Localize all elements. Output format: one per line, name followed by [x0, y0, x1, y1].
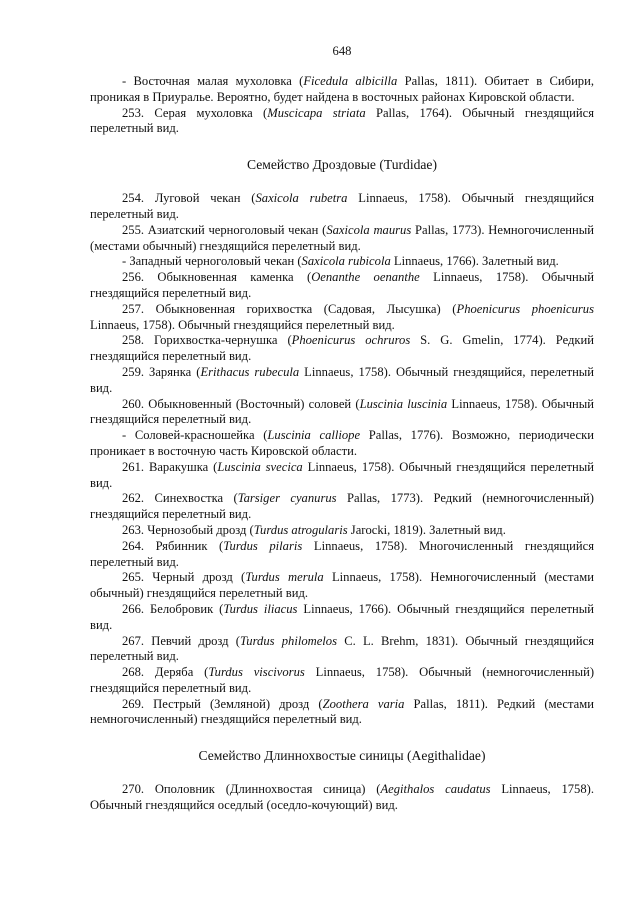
entry-text: 259. Зарянка ( — [122, 364, 201, 379]
entry-text: 265. Черный дрозд ( — [122, 570, 246, 585]
species-entry — [90, 460, 594, 492]
entry-text: 267. Певчий дрозд ( — [122, 633, 240, 648]
latin-name: Turdus viscivorus — [208, 665, 305, 680]
latin-name: Luscinia luscinia — [359, 396, 448, 411]
species-entry — [90, 333, 594, 365]
entry-text: S. G. Gmelin, 1774). Редкий гнездящийся перелетный вид. — [90, 333, 594, 364]
entry-text: 269. Пестрый (Земляной) дрозд ( — [122, 696, 323, 711]
species-entry — [90, 365, 594, 397]
entry-text: 257. Обыкновенная горихвостка (Садовая, Лысушка) ( — [122, 301, 457, 316]
entry-text: Linnaeus, 1758). Обычный гнездящийся перелетный вид. — [90, 396, 594, 427]
family-heading: Семейство Длиннохвостые синицы (Aegithalidae) — [198, 748, 486, 764]
entry-text: Pallas, 1773). Немногочисленный (местами обычный) гнездящийся перелетный вид. — [90, 222, 594, 253]
latin-name: Turdus atrogularis — [253, 522, 348, 537]
species-entry — [90, 602, 594, 634]
latin-name: Turdus iliacus — [223, 601, 298, 616]
entry-text: Linnaeus, 1758). Немногочисленный (местами обычный) гнездящийся перелетный вид. — [90, 570, 594, 601]
entry-text: 254. Луговой чекан ( — [122, 191, 256, 206]
entry-text: Linnaeus, 1758). Обычный (немногочисленный) гнездящийся перелетный вид. — [90, 665, 595, 695]
entry-text: 260. Обыкновенный (Восточный) соловей ( — [122, 396, 360, 411]
species-entry — [90, 491, 594, 523]
latin-name: Phoenicurus phoenicurus — [456, 301, 595, 316]
latin-name: Saxicola maurus — [326, 222, 412, 237]
species-entry — [90, 782, 594, 814]
entry-text: 266. Белобровик ( — [122, 601, 224, 616]
species-entry — [90, 428, 594, 460]
entry-text: Pallas, 1811). Обитает в Сибири, проникая в Приуралье. Вероятно, будет найдена в восточных районах Кировской области. — [90, 74, 594, 104]
species-entry — [90, 665, 594, 697]
entry-text: Pallas, 1776). Возможно, периодически проникает в восточную часть Кировской области. — [90, 428, 594, 458]
species-entry — [90, 270, 594, 302]
latin-name: Phoenicurus ochruros — [291, 333, 411, 348]
latin-name: Muscicapa striata — [267, 105, 366, 120]
species-entry — [90, 302, 594, 334]
latin-name: Saxicola rubicola — [301, 254, 391, 269]
entry-text: C. L. Brehm, 1831). Обычный гнездящийся перелетный вид. — [90, 633, 594, 664]
species-entry — [90, 523, 594, 539]
entry-text: 253. Серая мухоловка ( — [122, 105, 268, 120]
species-entry — [90, 254, 594, 270]
latin-name: Zoothera varia — [322, 696, 405, 711]
entry-text: Linnaeus, 1758). Многочисленный гнездящийся перелетный вид. — [90, 538, 594, 569]
entry-text: 255. Азиатский черноголовый чекан ( — [122, 222, 327, 237]
latin-name: Ficedula albicilla — [303, 74, 398, 88]
latin-name: Tarsiger cyanurus — [237, 491, 337, 506]
latin-name: Turdus merula — [245, 570, 324, 585]
family-heading: Семейство Дроздовые (Turdidae) — [246, 157, 437, 173]
entry-text: 264. Рябинник ( — [122, 538, 224, 553]
species-entry — [90, 191, 594, 223]
species-entry — [90, 106, 594, 138]
entry-text: - Соловей-красношейка ( — [122, 428, 268, 443]
entry-text: 268. Деряба ( — [122, 665, 209, 680]
species-entry — [90, 74, 594, 106]
species-entry — [90, 697, 594, 729]
entry-text: Pallas, 1811). Редкий (местами немногочисленный) гнездящийся перелетный вид. — [90, 696, 594, 727]
entry-text: 262. Синехвостка ( — [122, 491, 238, 506]
entry-text: - Восточная малая мухоловка ( — [122, 74, 304, 88]
latin-name: Luscinia svecica — [217, 459, 303, 474]
species-entry — [90, 223, 594, 255]
entry-text: 256. Обыкновенная каменка ( — [122, 270, 312, 285]
entry-text: Linnaeus, 1758). Обычный гнездящийся оседлый (оседло-кочующий) вид. — [90, 782, 594, 813]
entry-text: 261. Варакушка ( — [122, 459, 218, 474]
latin-name: Turdus philomelos — [239, 633, 337, 648]
entry-text: Linnaeus, 1758). Обычный гнездящийся перелетный вид. — [90, 459, 594, 490]
page-number: 648 — [332, 44, 352, 58]
latin-name: Aegithalos caudatus — [380, 782, 491, 797]
entry-text: 258. Горихвостка-чернушка ( — [122, 333, 292, 348]
entry-text: Linnaeus, 1758). Обычный гнездящийся перелетный вид. — [90, 191, 594, 221]
document-body — [90, 74, 594, 814]
entry-text: Linnaeus, 1758). Обычный гнездящийся перелетный вид. — [90, 317, 395, 332]
entry-text: Linnaeus, 1766). Залетный вид. — [390, 254, 559, 269]
latin-name: Turdus pilaris — [223, 538, 303, 553]
latin-name: Luscinia calliope — [267, 428, 361, 443]
entry-text: Linnaeus, 1758). Обычный гнездящийся, перелетный вид. — [90, 364, 595, 395]
entry-text: 270. Ополовник (Длиннохвостая синица) ( — [122, 782, 381, 797]
species-entry — [90, 539, 594, 571]
entry-text: Jarocki, 1819). Залетный вид. — [347, 522, 506, 537]
latin-name: Saxicola rubetra — [255, 191, 348, 206]
latin-name: Erithacus rubecula — [200, 364, 300, 379]
entry-text: Linnaeus, 1766). Обычный гнездящийся перелетный вид. — [90, 601, 594, 632]
species-entry — [90, 570, 594, 602]
latin-name: Oenanthe oenanthe — [311, 270, 420, 285]
entry-text: Pallas, 1764). Обычный гнездящийся перелетный вид. — [90, 105, 594, 136]
entry-text: Linnaeus, 1758). Обычный гнездящийся перелетный вид. — [90, 270, 594, 300]
entry-text: - Западный черноголовый чекан ( — [122, 254, 302, 269]
entry-text: 263. Чернозобый дрозд ( — [122, 522, 254, 537]
entry-text: Pallas, 1773). Редкий (немногочисленный) гнездящийся перелетный вид. — [90, 491, 594, 522]
species-entry — [90, 397, 594, 429]
species-entry — [90, 634, 594, 666]
